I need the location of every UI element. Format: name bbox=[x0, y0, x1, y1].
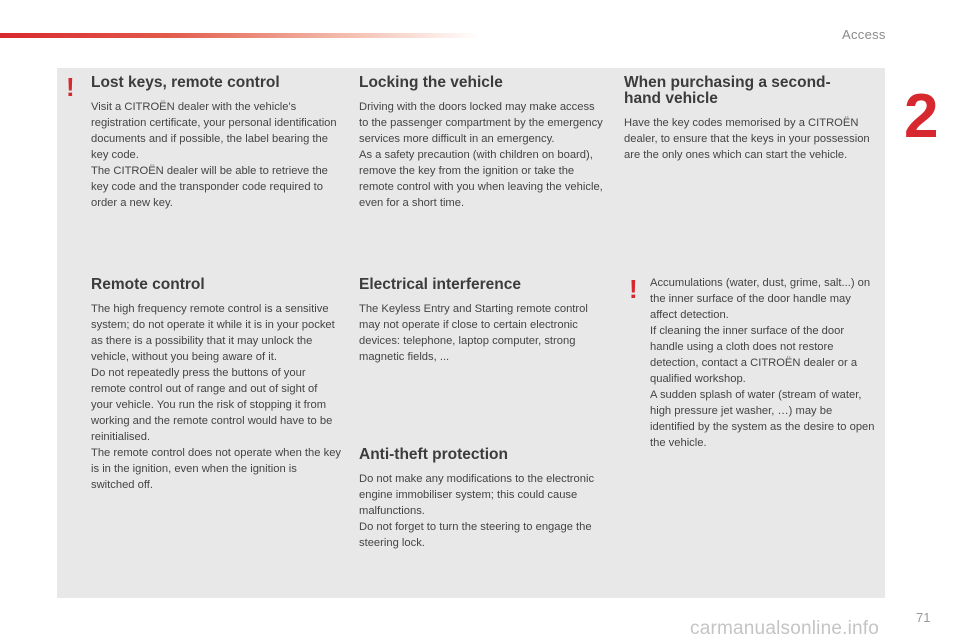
remote-control-text: The high frequency remote control is a sensitive system; do not operate it while it is in your pocket as there is a possibility that it may unlock the vehicle, without you being aware of it. Do not repeatedly press the buttons of your remote control out of range and out of sight of your vehicle. You run the risk of stopping it from working and the remote control would have to be reinitialised. The remote control does not operate when the key is in the ignition, even when the ignition is switched off. bbox=[91, 303, 342, 491]
locking-text: Driving with the doors locked may make access to the passenger compartment by the emergency services more difficult in an emergency. As a safety precaution (with children on board), remove the key from the ignition or take the remote control with you when leaving the vehicle, even for a short time. bbox=[359, 101, 603, 209]
lost-keys-text: Visit a CITROËN dealer with the vehicle's registration certificate, your personal identification documents and if possible, the label bearing the key code. The CITROËN dealer will be able to retrieve the key code and the transponder code required to order a new key. bbox=[91, 101, 337, 209]
section-title: Access bbox=[842, 27, 886, 42]
anti-theft-text: Do not make any modifications to the electronic engine immobiliser system; this could cause malfunctions. Do not forget to turn the steering to engage the steering lock. bbox=[359, 473, 595, 549]
lost-keys-section bbox=[91, 75, 341, 211]
lost-keys-title: Lost keys, remote control bbox=[91, 74, 280, 91]
electrical-interference-section bbox=[359, 277, 599, 365]
anti-theft-section bbox=[359, 447, 604, 551]
locking-section bbox=[359, 75, 604, 211]
header-accent-stripe bbox=[0, 33, 480, 38]
watermark: carmanualsonline.info bbox=[690, 618, 880, 639]
remote-control-title: Remote control bbox=[91, 276, 205, 293]
warning-icon: ! bbox=[66, 72, 75, 102]
second-hand-title: When purchasing a second-hand vehicle bbox=[624, 74, 831, 107]
electrical-interference-title: Electrical interference bbox=[359, 276, 521, 293]
accumulations-text: Accumulations (water, dust, grime, salt...) on the inner surface of the door handle may affect detection. If cleaning the inner surface of the door handle using a cloth does not restore detection, contact a CITROËN dealer or a qualified workshop. A sudden splash of water (stream of water, high pressure jet washer, …) may be identified by the system as the desire to open the vehicle. bbox=[650, 277, 875, 449]
electrical-interference-text: The Keyless Entry and Starting remote control may not operate if close to certain electronic devices: telephone, laptop computer, strong magnetic fields, ... bbox=[359, 303, 588, 363]
second-hand-section bbox=[624, 75, 874, 163]
remote-control-section bbox=[91, 277, 341, 493]
accumulations-note bbox=[650, 275, 875, 451]
locking-title: Locking the vehicle bbox=[359, 74, 503, 91]
warning-icon: ! bbox=[629, 274, 638, 304]
page-number: 71 bbox=[916, 610, 931, 625]
second-hand-text: Have the key codes memorised by a CITROËN dealer, to ensure that the keys in your possession are the only ones which can start the vehicle. bbox=[624, 117, 870, 161]
anti-theft-title: Anti-theft protection bbox=[359, 446, 508, 463]
chapter-number: 2 bbox=[904, 82, 939, 151]
